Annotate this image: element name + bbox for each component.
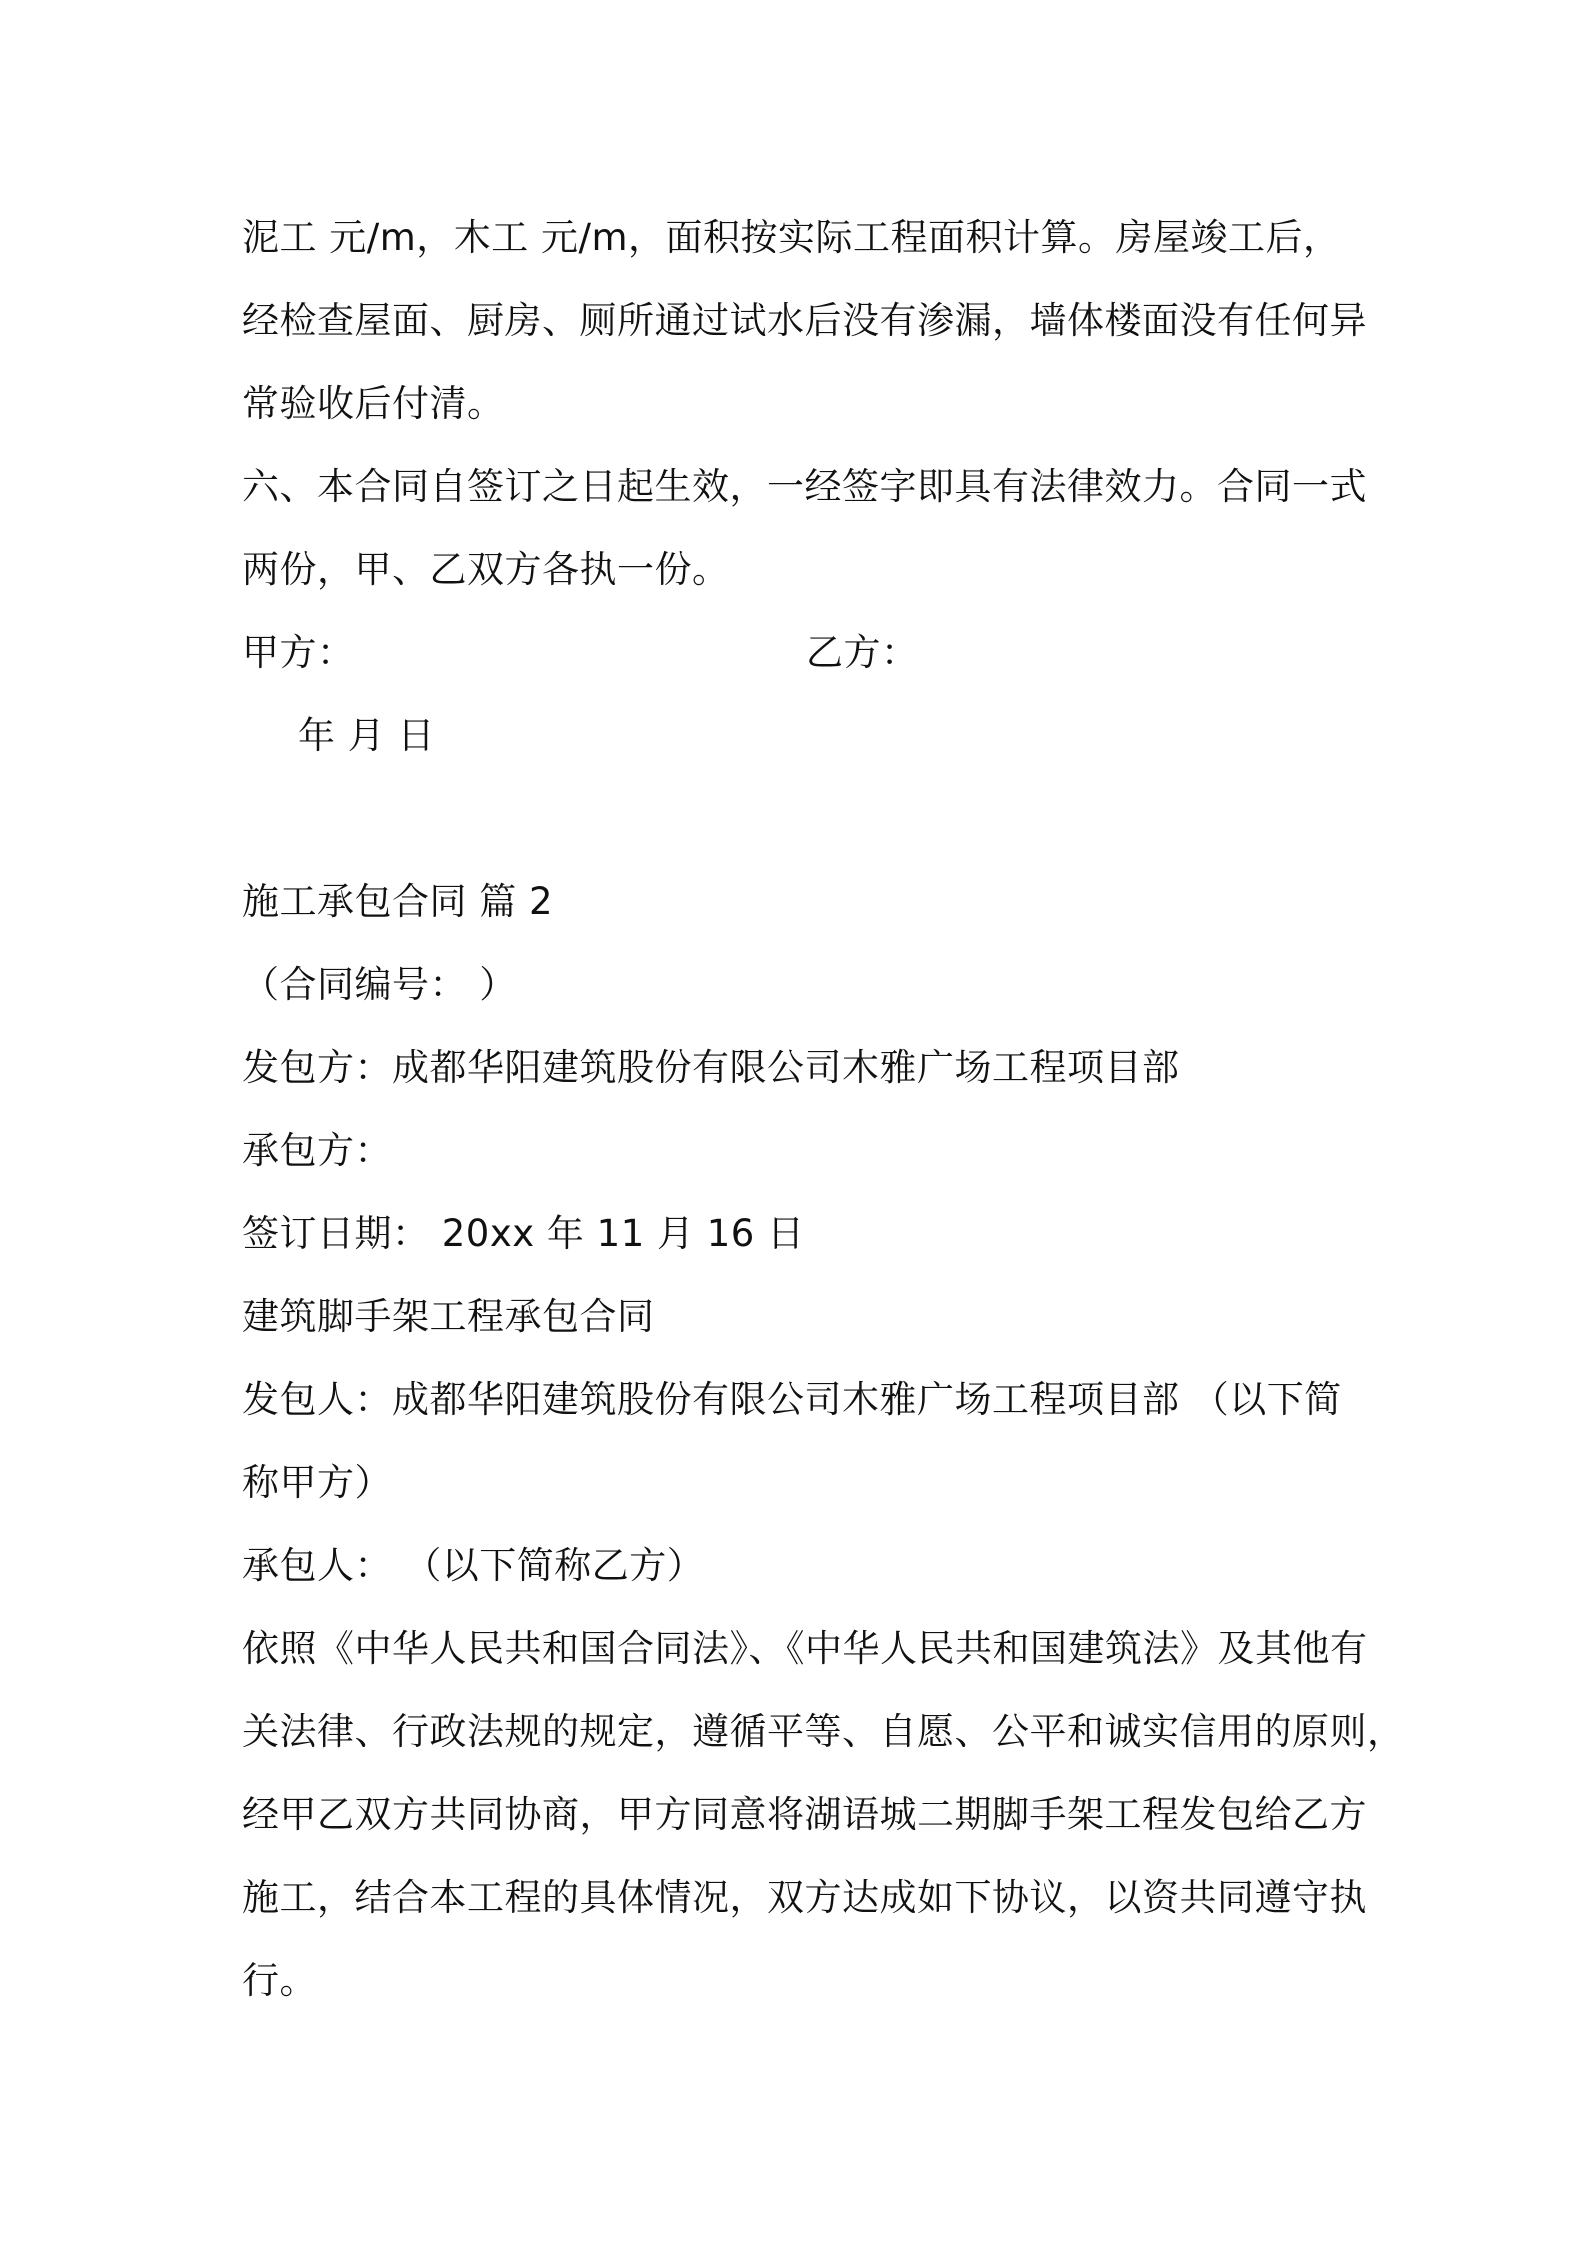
date-line: 年 月 日 xyxy=(298,714,436,757)
body-line: 经甲乙双方共同协商，甲方同意将湖语城二期脚手架工程发包给乙方 xyxy=(242,1793,1367,1836)
issuer-person-line: 发包人：成都华阳建筑股份有限公司木雅广场工程项目部 （以下简 xyxy=(242,1378,1342,1421)
text-line: 经检查屋面、厨房、厕所通过试水后没有渗漏，墙体楼面没有任何异 xyxy=(242,299,1367,342)
body-line: 施工，结合本工程的具体情况，双方达成如下协议，以资共同遵守执 xyxy=(242,1876,1367,1919)
signature-row xyxy=(242,611,1352,694)
document-content xyxy=(242,196,1405,2022)
contractor-person-line: 承包人： （以下简称乙方） xyxy=(242,1544,705,1587)
party-a-label: 甲方： xyxy=(242,631,355,674)
text-line: 泥工 元/m，木工 元/m，面积按实际工程面积计算。房屋竣工后， xyxy=(242,216,1341,259)
contract-number: （合同编号： ） xyxy=(242,963,517,1006)
party-b-label: 乙方： xyxy=(806,631,919,674)
contract-subtitle: 建筑脚手架工程承包合同 xyxy=(242,1295,655,1338)
issuer-person-line-cont: 称甲方） xyxy=(242,1461,392,1504)
body-line: 依照《中华人民共和国合同法》、《中华人民共和国建筑法》及其他有 xyxy=(242,1627,1368,1670)
section-title: 施工承包合同 篇 2 xyxy=(242,880,554,923)
text-line: 两份，甲、乙双方各执一份。 xyxy=(242,548,730,591)
sign-date-line: 签订日期： 20xx 年 11 月 16 日 xyxy=(242,1212,805,1255)
body-line: 关法律、行政法规的规定，遵循平等、自愿、公平和诚实信用的原则， xyxy=(242,1710,1405,1753)
text-line: 常验收后付清。 xyxy=(242,382,505,425)
spacer xyxy=(242,777,1352,860)
text-line: 六、本合同自签订之日起生效，一经签字即具有法律效力。合同一式 xyxy=(242,465,1367,508)
issuer-line: 发包方：成都华阳建筑股份有限公司木雅广场工程项目部 xyxy=(242,1046,1180,1089)
contractor-line: 承包方： xyxy=(242,1129,392,1172)
body-line: 行。 xyxy=(242,1959,317,2002)
